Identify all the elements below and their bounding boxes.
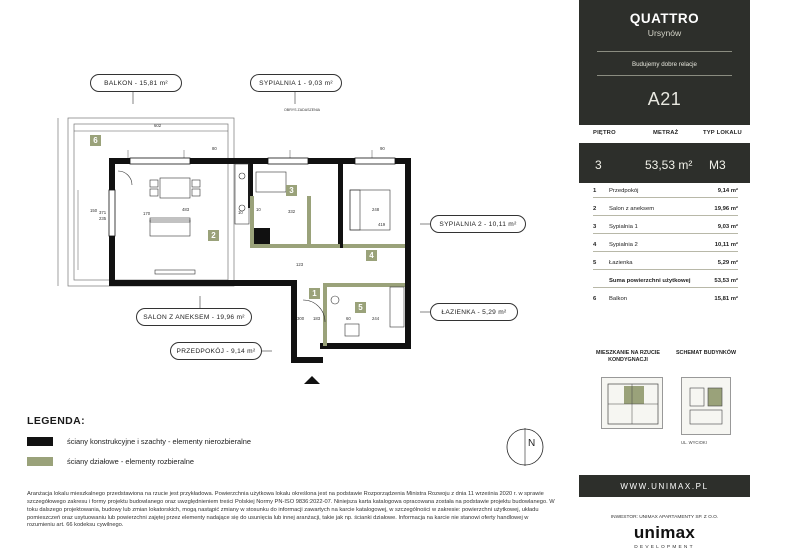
room-name: Sypialnia 1: [609, 224, 638, 230]
dim-label: 170: [143, 211, 151, 216]
svg-text:N: N: [528, 438, 536, 449]
room-name: Przedpokój: [609, 188, 639, 194]
legend-label: ściany działowe - elementy rozbieralne: [67, 457, 194, 466]
callout-salon: SALON Z ANEKSEM - 19,96 m²: [136, 308, 252, 326]
legend-item-partition: [27, 457, 194, 466]
dim-label: 332: [288, 209, 296, 214]
room-no: 1: [593, 188, 597, 194]
room-name: Sypialnia 2: [609, 242, 638, 248]
building-thumbnail: [681, 377, 731, 435]
header-floor: PIĘTRO: [593, 130, 616, 136]
floorplan-caption: MIESZKANIE NA RZUCIE KONDYGNACJI: [596, 350, 660, 364]
room-row: [593, 260, 738, 272]
room-area: 19,96 m²: [714, 206, 738, 212]
dim-label: 10: [256, 207, 261, 212]
entrance-arrow: [304, 376, 320, 384]
room-name: Balkon: [609, 296, 628, 302]
north-compass-icon: [504, 426, 546, 468]
room-no: 2: [593, 206, 597, 212]
legend-title: LEGENDA:: [27, 415, 86, 427]
room-row: [593, 188, 738, 200]
room-area: 15,81 m²: [714, 296, 738, 302]
room-row: [593, 242, 738, 254]
room-area: 9,03 m²: [717, 224, 738, 230]
unit-code: A21: [647, 89, 682, 109]
room-number-4: 4: [366, 250, 377, 261]
dim-label: 123: [296, 262, 304, 267]
brand-location: Ursynów: [647, 28, 682, 38]
dimension-lines: [74, 131, 372, 270]
dim-label: 80: [212, 146, 217, 151]
summary-type: M3: [709, 158, 726, 172]
divider: [593, 251, 738, 252]
divider: [593, 269, 738, 270]
building-thumbnail-icon: [682, 378, 732, 436]
room-name: Salon z aneksem: [609, 206, 655, 212]
header-area: METRAŻ: [653, 130, 679, 136]
balcony-row: [593, 296, 738, 308]
dim-label: 300: [297, 316, 305, 321]
header-type: TYP LOKALU: [703, 130, 742, 136]
street-label: UL. WYCIOKI: [681, 440, 707, 445]
total-area: 53,53 m²: [714, 278, 738, 284]
legend-swatch-black: [27, 437, 53, 446]
callout-balkon: BALKON - 15,81 m²: [90, 74, 182, 92]
room-no: 5: [593, 260, 597, 266]
dim-label: 90: [380, 146, 385, 151]
dim-label: 371: [99, 210, 107, 215]
room-area: 10,11 m²: [714, 242, 738, 248]
balcony-outline: [58, 118, 234, 286]
legend-item-structural: [27, 437, 251, 446]
roof-outline-note: OBRYS ZADASZENIA: [284, 108, 321, 112]
room-no: 6: [593, 296, 597, 302]
divider: [597, 51, 732, 52]
room-no: 4: [593, 242, 597, 248]
divider: [597, 75, 732, 76]
callout-sypialnia-2: SYPIALNIA 2 - 10,11 m²: [430, 215, 526, 233]
dim-label: 244: [372, 316, 380, 321]
room-number-1: 1: [309, 288, 320, 299]
room-no: 3: [593, 224, 597, 230]
brand-name: QUATTRO: [629, 11, 700, 26]
floor-thumbnail-icon: [602, 378, 664, 430]
room-area: 9,14 m²: [717, 188, 738, 194]
dim-label: 10: [238, 210, 243, 215]
dim-label: 235: [99, 216, 107, 221]
floor-thumbnail: [601, 377, 663, 429]
dim-label: 248: [372, 207, 380, 212]
logo-subtitle: DEVELOPMENT: [634, 545, 695, 550]
info-panel: [579, 0, 750, 560]
unimax-logo: unimax: [633, 523, 696, 542]
callout-przedpokoj: PRZEDPOKÓJ - 9,14 m²: [170, 342, 262, 360]
summary-floor: 3: [595, 158, 602, 172]
dim-label: 150: [90, 208, 98, 213]
total-label: Suma powierzchni użytkowej: [609, 278, 691, 284]
legend-label: ściany konstrukcyjne i szachty - elementy nierozbieralne: [67, 437, 252, 446]
room-row: [593, 206, 738, 218]
room-name: Łazienka: [609, 260, 633, 266]
total-row: [593, 278, 738, 290]
divider: [593, 233, 738, 234]
summary-area: 53,53 m²: [645, 158, 693, 172]
room-number-5: 5: [355, 302, 366, 313]
divider: [593, 215, 738, 216]
slogan: Budujemy dobre relacje: [631, 61, 697, 68]
investor-text: INWESTOR: UNIMAX APARTAMENTY SP. Z O.O.: [610, 515, 719, 520]
dim-label: 602: [154, 123, 162, 128]
callout-lazienka: ŁAZIENKA - 5,29 m²: [430, 303, 518, 321]
partition-walls: [250, 196, 405, 346]
dim-label: 419: [378, 222, 386, 227]
building-caption: SCHEMAT BUDYNKÓW: [675, 350, 737, 356]
website-link[interactable]: WWW.UNIMAX.PL: [579, 475, 750, 497]
room-number-3: 3: [286, 185, 297, 196]
dim-label: 60: [346, 316, 351, 321]
room-number-2: 2: [208, 230, 219, 241]
panel-header: [579, 0, 750, 125]
divider: [593, 287, 738, 288]
dim-label: 483: [182, 207, 190, 212]
dim-label: 183: [313, 316, 321, 321]
callout-sypialnia-1: SYPIALNIA 1 - 9,03 m²: [250, 74, 342, 92]
room-row: [593, 224, 738, 236]
divider: [593, 197, 738, 198]
room-number-6: 6: [90, 135, 101, 146]
room-area: 5,29 m²: [717, 260, 738, 266]
disclaimer-text: Aranżacja lokalu mieszkalnego przedstawiona na rzucie jest przykładowa. Powierzchnia użytkowa lokalu określona jest na podstawie Rozporządzenia Ministra Rozwoju z dnia 11 września 2020 r. w sprawie szczegółowego zakresu i formy projektu budowlanego oraz uwzględnieniem treści Polskiej Normy PN-ISO 9836:2022-07. Niniejsza karta katalogowa opracowana została na podstawie projektu budowlanego. W toku dalszego projektowania, budowy lub zmian lokatorskich, mogą nastąpić zmiany w stosunku do informacji zawartych na karcie katalogowej, w szczególności w zakresie: powierzchni użytkowej, układu pomieszczeń oraz usytuowaniu lub powierzchni zajętej przez elementy nadające się do usunięcia lub innej aranżacji, takie jak np. ścianki działowe. Informacja na karcie nie stanowi oferty handlowej w rozumieniu art. 66 kodeksu cywilnego.: [27, 491, 555, 529]
legend-swatch-green: [27, 457, 53, 466]
